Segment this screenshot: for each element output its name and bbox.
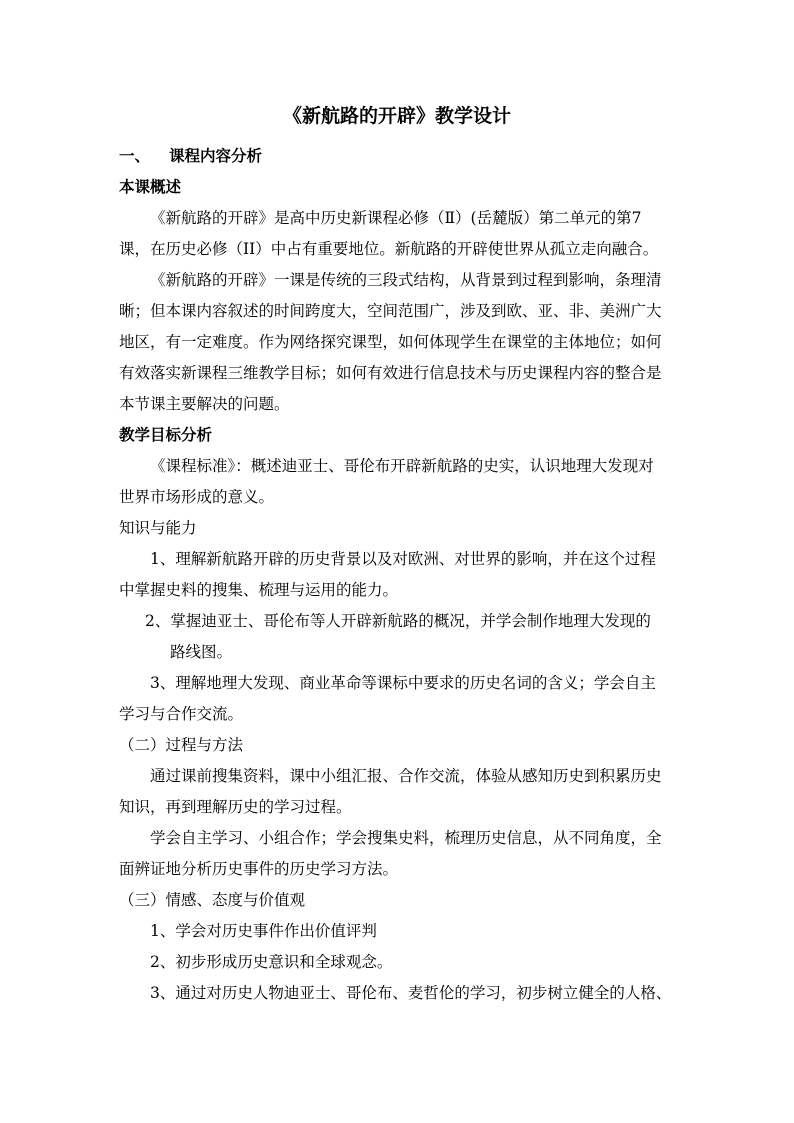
process-p1-line2: 知识，再到理解历史的学习过程。	[119, 798, 352, 816]
overview-p1-line1: 《新航路的开辟》是高中历史新课程必修（Ⅱ）(岳麓版）第二单元的第7	[150, 209, 642, 227]
overview-heading: 本课概述	[119, 177, 182, 196]
knowledge-item2-line2: 路线图。	[170, 643, 233, 661]
overview-p2-line3: 地区，有一定难度。作为网络探究课型，如何体现学生在课堂的主体地位；如何	[119, 333, 662, 351]
process-p2-line2: 面辨证地分析历史事件的历史学习方法。	[119, 860, 399, 878]
section-number: 一、	[119, 146, 151, 165]
process-p1-line1: 通过课前搜集资料，课中小组汇报、合作交流，体验从感知历史到积累历史	[150, 767, 662, 785]
knowledge-item2-line1: 2、掌握迪亚士、哥伦布等人开辟新航路的概况，并学会制作地理大发现的	[145, 612, 651, 630]
knowledge-item3-line1: 3、理解地理大发现、商业革命等课标中要求的历史名词的含义；学会自主	[150, 674, 656, 692]
knowledge-item3-line2: 学习与合作交流。	[119, 705, 244, 723]
subsection-process: （二）过程与方法	[119, 736, 244, 754]
document-title: 《新航路的开辟》教学设计	[282, 105, 511, 127]
overview-p2-line4: 有效落实新课程三维教学目标；如何有效进行信息技术与历史课程内容的整合是	[119, 364, 662, 382]
goals-p1-line2: 世界市场形成的意义。	[119, 488, 275, 506]
knowledge-item1-line1: 1、理解新航路开辟的历史背景以及对欧洲、对世界的影响，并在这个过程	[150, 550, 656, 568]
subsection-values: （三）情感、态度与价值观	[119, 891, 306, 909]
section-heading: 课程内容分析	[169, 146, 263, 165]
overview-p2-line2: 晰；但本课内容叙述的时间跨度大，空间范围广，涉及到欧、亚、非、美洲广大	[119, 302, 662, 320]
values-item1: 1、学会对历史事件作出价值评判	[150, 922, 377, 940]
process-p2-line1: 学会自主学习、小组合作；学会搜集史料，梳理历史信息，从不同角度，全	[150, 829, 662, 847]
goals-heading: 教学目标分析	[119, 425, 213, 444]
values-item3: 3、通过对历史人物迪亚士、哥伦布、麦哲伦的学习，初步树立健全的人格、	[150, 984, 672, 1002]
subsection-knowledge: 知识与能力	[119, 519, 197, 537]
overview-p2-line1: 《新航路的开辟》一课是传统的三段式结构，从背景到过程到影响，条理清	[150, 271, 662, 289]
overview-p2-line5: 本节课主要解决的问题。	[119, 395, 290, 413]
knowledge-item1-line2: 中掌握史料的搜集、梳理与运用的能力。	[119, 581, 399, 599]
overview-p1-line2: 课，在历史必修（II）中占有重要地位。新航路的开辟使世界从孤立走向融合。	[119, 240, 659, 258]
goals-p1-line1: 《课程标准》：概述迪亚士、哥伦布开辟新航路的史实，认识地理大发现对	[150, 457, 654, 475]
values-item2: 2、初步形成历史意识和全球观念。	[150, 953, 393, 971]
